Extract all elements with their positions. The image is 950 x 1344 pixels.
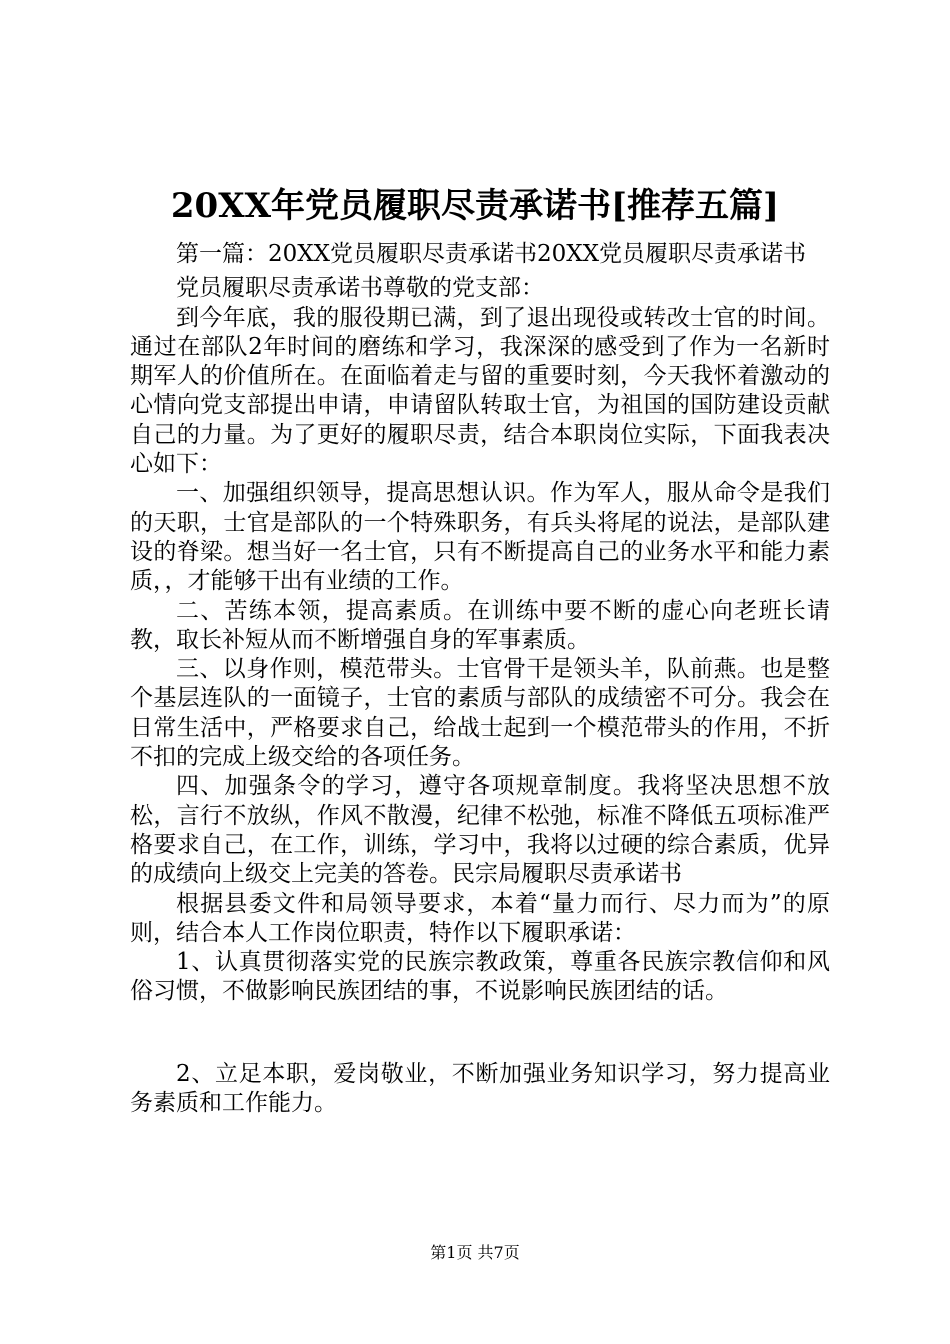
paragraph-point-4: 四、加强条令的学习，遵守各项规章制度。我将坚决思想不放松，言行不放纵，作风不散漫，纪律不松弛，标准不降低五项标准严格要求自己，在工作，训练，学习中，我将以过硬的综合素质，优异的成绩向上级交上完美的答卷。民宗局履职尽责承诺书 — [130, 773, 830, 888]
paragraph-point-3: 三、以身作则，模范带头。士官骨干是领头羊，队前燕。也是整个基层连队的一面镜子，士官的素质与部队的成绩密不可分。我会在日常生活中，严格要求自己，给战士起到一个模范带头的作用，不折不扣的完成上级交给的各项任务。 — [130, 656, 830, 771]
paragraph-commitment-2: 2、立足本职，爱岗敬业，不断加强业务知识学习，努力提高业务素质和工作能力。 — [130, 1060, 830, 1117]
page-footer — [0, 1243, 950, 1263]
paragraph-section-heading: 第一篇：20XX党员履职尽责承诺书20XX党员履职尽责承诺书 — [176, 241, 807, 267]
document-body — [130, 240, 830, 1118]
page-number: 第1页 共7页 — [430, 1243, 520, 1262]
paragraph-point-1: 一、加强组织领导，提高思想认识。作为军人，服从命令是我们的天职，士官是部队的一个特殊职务，有兵头将尾的说法，是部队建设的脊梁。想当好一名士官，只有不断提高自己的业务水平和能力素质，，才能够干出有业绩的工作。 — [130, 480, 830, 595]
document-title: 20XX年党员履职尽责承诺书[推荐五篇] — [170, 186, 780, 226]
paragraph-intro: 到今年底，我的服役期已满，到了退出现役或转改士官的时间。通过在部队2年时间的磨练和学习，我深深的感受到了作为一名新时期军人的价值所在。在面临着走与留的重要时刻，今天我怀着激动的心情向党支部提出申请，申请留队转取士官，为祖国的国防建设贡献自己的力量。为了更好的履职尽责，结合本职岗位实际，下面我表决心如下： — [130, 304, 830, 478]
paragraph-commitment-intro: 根据县委文件和局领导要求，本着“量力而行、尽力而为”的原则，结合本人工作岗位职责，特作以下履职承诺： — [130, 890, 830, 946]
paragraph-salutation: 党员履职尽责承诺书尊敬的党支部： — [176, 275, 544, 302]
paragraph-commitment-1: 1、认真贯彻落实党的民族宗教政策，尊重各民族宗教信仰和风俗习惯，不做影响民族团结的事，不说影响民族团结的话。 — [130, 949, 830, 1005]
paragraph-point-2: 二、苦练本领，提高素质。在训练中要不断的虚心向老班长请教，取长补短从而不断增强自身的军事素质。 — [130, 597, 830, 653]
